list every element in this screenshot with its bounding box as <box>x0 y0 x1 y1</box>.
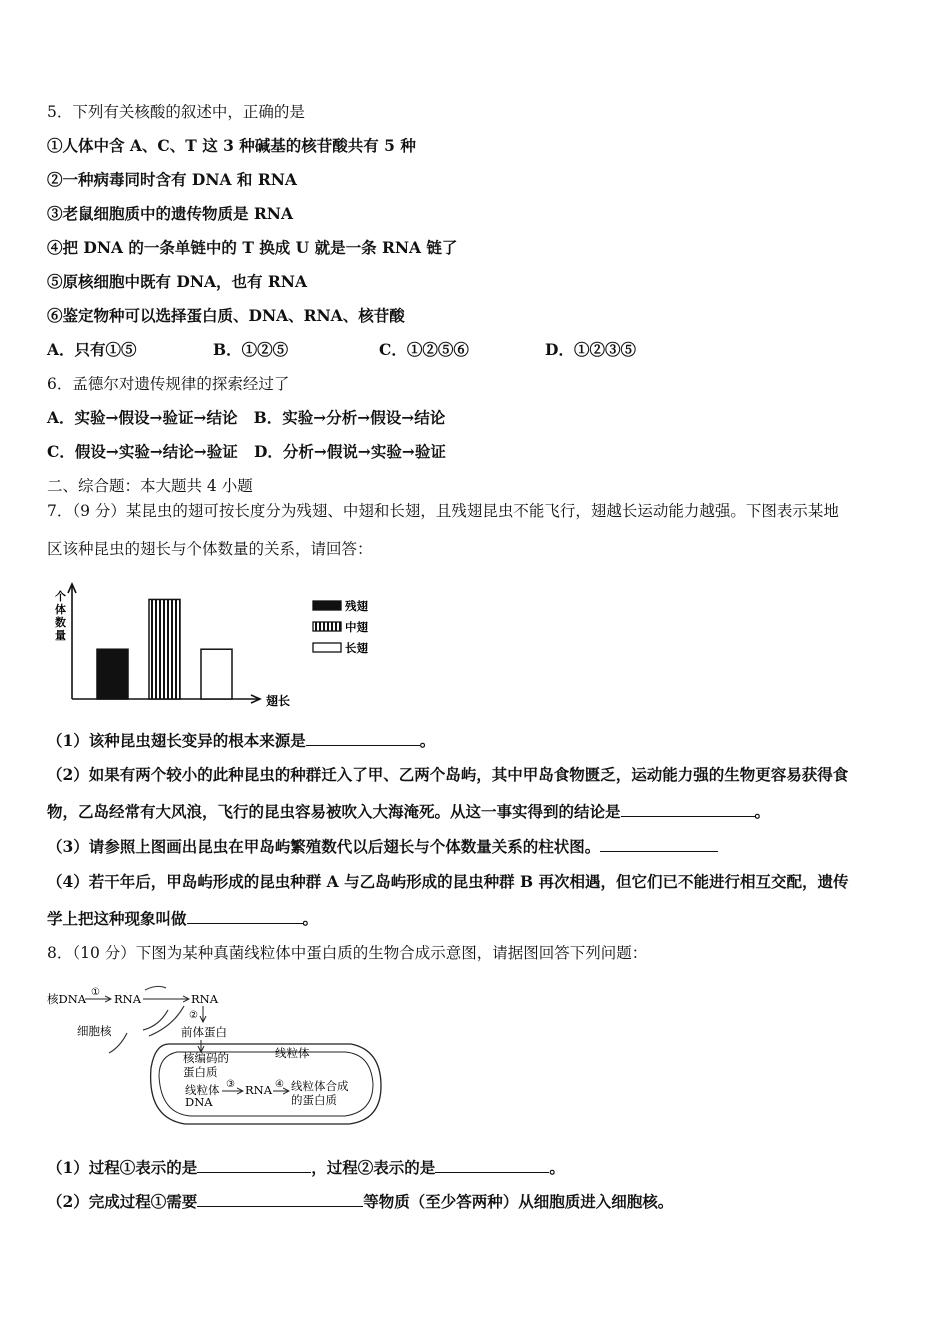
nuclear-encoded-protein-line-1: 核编码的 <box>183 1051 229 1065</box>
q7-sub-2-end: 。 <box>754 802 771 821</box>
nuclear-envelope-arc-1 <box>145 986 166 990</box>
q8-sub-2-text-a: （2）完成过程①需要 <box>47 1192 198 1211</box>
answer-blank-3[interactable] <box>600 837 718 852</box>
q5-stem: 5．下列有关核酸的叙述中，正确的是 <box>47 103 305 121</box>
process-4-number: ④ <box>275 1079 284 1090</box>
nuclear-dna-label: 核DNA <box>47 992 87 1006</box>
q5-item-2: ②一种病毒同时含有 DNA 和 RNA <box>47 170 297 189</box>
q7-sub-1-end: 。 <box>419 731 436 750</box>
q7-bar-chart <box>55 578 395 717</box>
q7-sub-4-line-1: （4）若干年后，甲岛屿形成的昆虫种群 A 与乙岛屿形成的昆虫种群 B 再次相遇，但它们已不能进行相互交配，遗传 <box>47 872 849 891</box>
q5-option-d[interactable]: D．①②③⑤ <box>545 340 636 359</box>
q7-sub-4-end: 。 <box>302 909 319 928</box>
q7-stem-line-2: 区该种昆虫的翅长与个体数量的关系，请回答： <box>47 540 373 558</box>
q7-sub-1-text: （1）该种昆虫翅长变异的根本来源是 <box>47 731 306 750</box>
q7-sub-3 <box>47 837 718 857</box>
legend-label-中翅: 中翅 <box>345 620 368 634</box>
answer-blank-1[interactable] <box>306 731 420 746</box>
legend-swatch-残翅 <box>313 601 341 610</box>
q8-sub-1-text-a: （1）过程①表示的是 <box>47 1158 198 1177</box>
bars <box>97 599 232 699</box>
process-1-number: ① <box>91 987 100 998</box>
q5-option-c[interactable]: C．①②⑤⑥ <box>379 340 469 359</box>
q5-item-6: ⑥鉴定物种可以选择蛋白质、DNA、RNA、核苷酸 <box>47 306 405 325</box>
legend-label-残翅: 残翅 <box>345 599 368 613</box>
q7-sub-2-line-1: （2）如果有两个较小的此种昆虫的种群迁入了甲、乙两个岛屿，其中甲岛食物匮乏，运动能力强的生物更容易获得食 <box>47 765 849 784</box>
nuclear-encoded-protein-line-2: 蛋白质 <box>183 1065 218 1079</box>
legend-swatch-中翅 <box>313 622 341 631</box>
q6-options-row-2[interactable]: C．假设→实验→结论→验证 D．分析→假说→实验→验证 <box>47 442 446 461</box>
mito-synthesized-protein-line-1: 线粒体合成 <box>291 1079 349 1093</box>
legend-label-长翅: 长翅 <box>345 641 368 655</box>
answer-blank-5[interactable] <box>197 1158 311 1173</box>
answer-blank-6[interactable] <box>435 1158 549 1173</box>
q7-sub-2-text: 物，乙岛经常有大风浪，飞行的昆虫容易被吹入大海淹死。从这一事实得到的结论是 <box>47 802 621 821</box>
rna-1-label: RNA <box>114 992 142 1006</box>
y-axis-label-char: 个 <box>55 590 66 603</box>
nuclear-envelope-arc-2 <box>143 1010 168 1030</box>
legend-swatch-长翅 <box>313 643 341 652</box>
answer-blank-2[interactable] <box>621 802 755 817</box>
q5-item-3: ③老鼠细胞质中的遗传物质是 RNA <box>47 204 293 223</box>
y-axis-label-char: 体 <box>55 603 66 616</box>
q5-item-4: ④把 DNA 的一条单链中的 T 换成 U 就是一条 RNA 链了 <box>47 238 458 257</box>
bar-chart-svg <box>55 578 395 713</box>
nucleus-label: 细胞核 <box>77 1024 112 1038</box>
answer-blank-7[interactable] <box>197 1192 363 1207</box>
nuclear-envelope-arc-4 <box>109 1033 127 1053</box>
mitochondrial-dna-line-2: DNA <box>185 1095 213 1109</box>
mitochondria-diagram-svg <box>45 980 385 1132</box>
q7-sub-2-line-2 <box>47 802 770 822</box>
process-2-number: ② <box>189 1010 198 1021</box>
q8-stem: 8．（10 分）下图为某种真菌线粒体中蛋白质的生物合成示意图，请据图回答下列问题： <box>47 944 648 962</box>
bar-中翅 <box>149 599 180 699</box>
y-axis-label <box>55 589 66 642</box>
q8-sub-1-end: 。 <box>549 1158 565 1177</box>
x-axis-label: 翅长 <box>266 694 291 708</box>
q8-sub-2-text-b: 等物质（至少答两种）从细胞质进入细胞核。 <box>363 1192 674 1211</box>
q7-stem-line-1: 7．（9 分）某昆虫的翅可按长度分为残翅、中翅和长翅，且残翅昆虫不能飞行，翅越长运动能力越强。下图表示某地 <box>47 502 839 520</box>
bar-残翅 <box>97 649 128 699</box>
q7-sub-4-text: 学上把这种现象叫做 <box>47 909 187 928</box>
q6-stem: 6．孟德尔对遗传规律的探索经过了 <box>47 375 290 393</box>
y-axis-label-char: 量 <box>55 629 66 642</box>
bar-长翅 <box>201 649 232 699</box>
q5-options <box>47 340 711 360</box>
q5-option-a[interactable]: A．只有①⑤ <box>47 340 137 359</box>
nuclear-envelope-arc-3 <box>149 1006 184 1036</box>
mitochondrial-dna-line-1: 线粒体 <box>185 1083 220 1097</box>
process-3-number: ③ <box>226 1079 235 1090</box>
mitochondrion-label: 线粒体 <box>275 1046 310 1060</box>
q8-diagram <box>45 980 385 1136</box>
q8-sub-1 <box>47 1158 565 1178</box>
section-heading: 二、综合题：本大题共 4 小题 <box>47 477 253 495</box>
q7-sub-3-text: （3）请参照上图画出昆虫在甲岛屿繁殖数代以后翅长与个体数量关系的柱状图。 <box>47 837 601 856</box>
q5-item-5: ⑤原核细胞中既有 DNA，也有 RNA <box>47 272 308 291</box>
q8-sub-2 <box>47 1192 673 1212</box>
answer-blank-4[interactable] <box>187 909 303 924</box>
q5-option-b[interactable]: B．①②⑤ <box>213 340 289 359</box>
rna-3-label: RNA <box>245 1083 273 1097</box>
mito-synthesized-protein-line-2: 的蛋白质 <box>291 1093 337 1107</box>
q7-sub-1 <box>47 731 435 751</box>
y-axis-label-char: 数 <box>55 616 66 629</box>
legend <box>313 599 368 655</box>
q7-sub-4-line-2 <box>47 909 318 929</box>
rna-2-label: RNA <box>191 992 219 1006</box>
q5-item-1: ①人体中含 A、C、T 这 3 种碱基的核苷酸共有 5 种 <box>47 136 416 155</box>
precursor-protein-label: 前体蛋白 <box>181 1025 227 1039</box>
q8-sub-1-text-b: ，过程②表示的是 <box>311 1158 436 1177</box>
q6-options-row-1[interactable]: A．实验→假设→验证→结论 B．实验→分析→假设→结论 <box>47 408 446 427</box>
